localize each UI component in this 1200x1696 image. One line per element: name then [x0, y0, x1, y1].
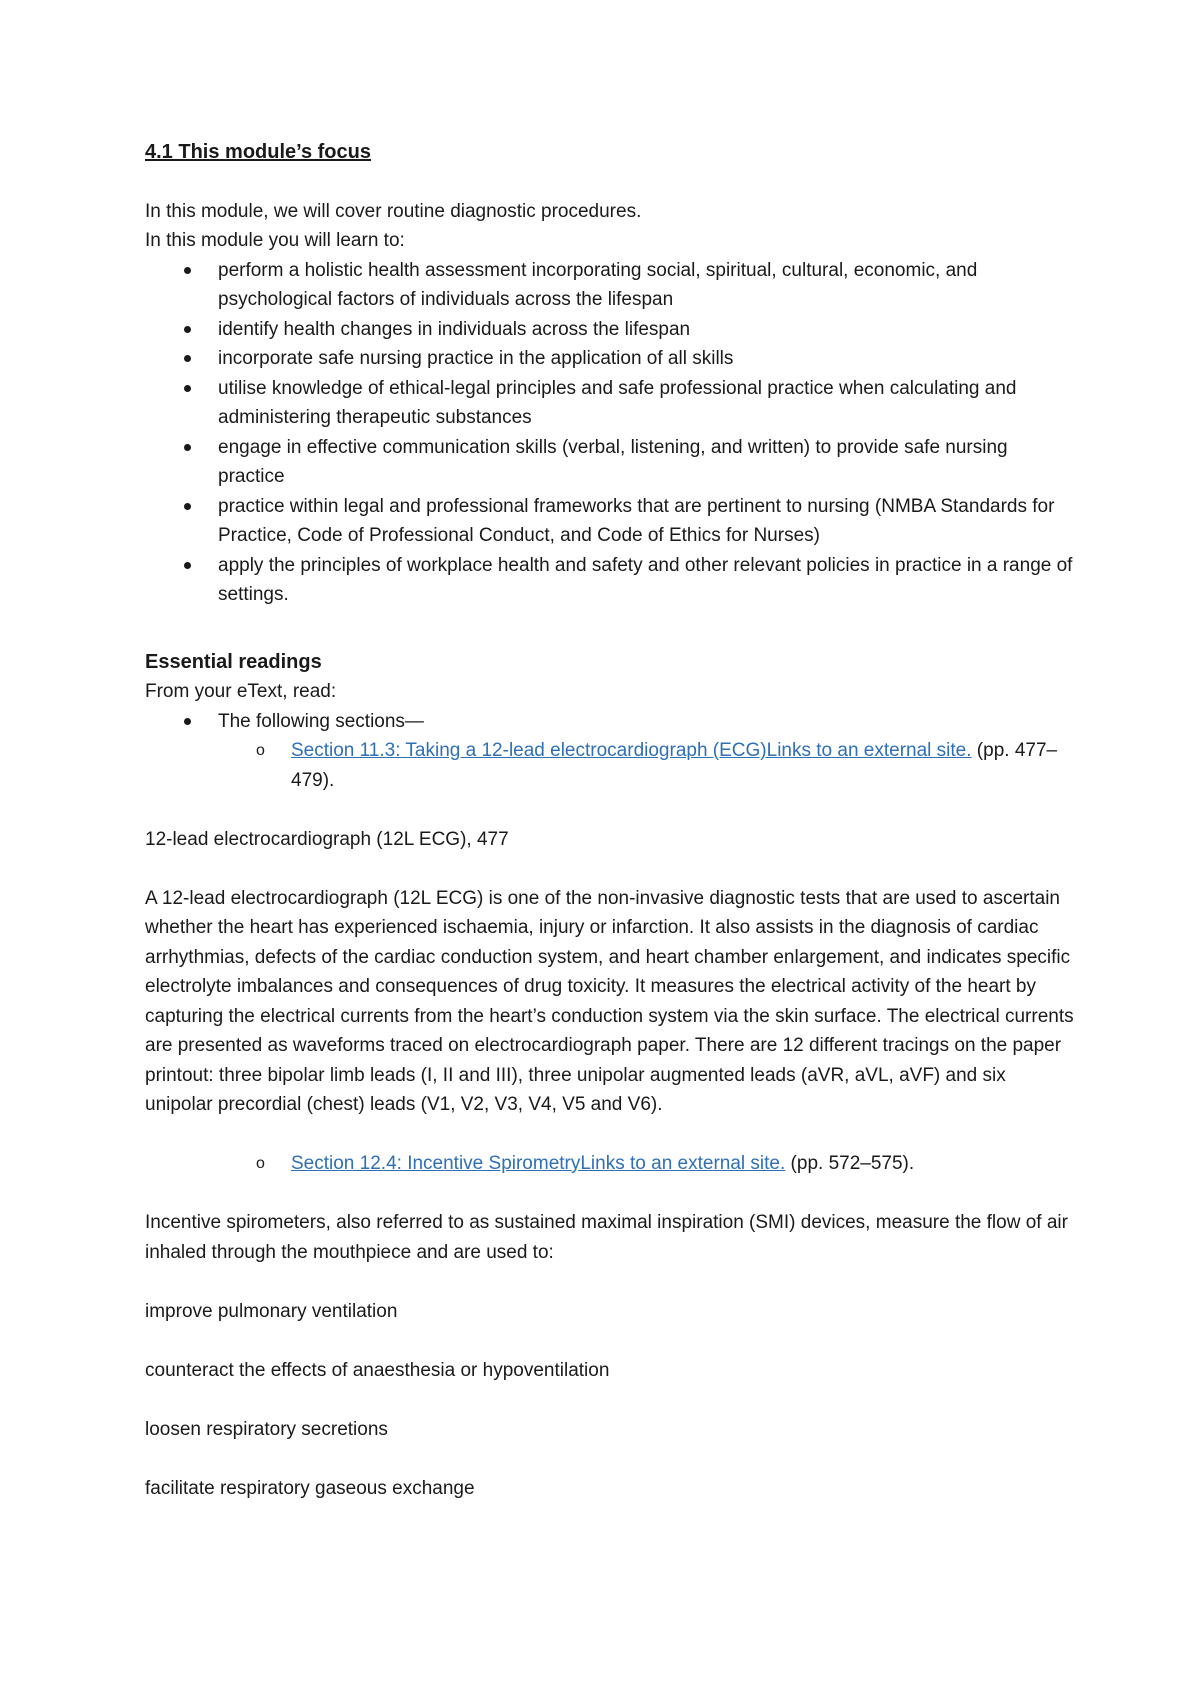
- ecg-title: 12-lead electrocardiograph (12L ECG), 477: [145, 828, 509, 850]
- section-11-3-link[interactable]: Section 11.3: Taking a 12-lead electrocardiograph (ECG)Links to an external site.: [291, 740, 972, 761]
- spirometry-use: improve pulmonary ventilation: [145, 1300, 398, 1322]
- section-12-4-link[interactable]: Section 12.4: Incentive SpirometryLinks to an external site.: [291, 1153, 786, 1174]
- readings-list: [145, 707, 1075, 737]
- readings-sublist: [145, 736, 1075, 795]
- spirometry-use: loosen respiratory secretions: [145, 1418, 388, 1440]
- sub-bullet-marker: o: [256, 1155, 265, 1172]
- readings-sublist-2: [145, 1149, 1075, 1179]
- list-item: incorporate safe nursing practice in the application of all skills: [218, 344, 1075, 374]
- spirometry-use: facilitate respiratory gaseous exchange: [145, 1477, 475, 1499]
- list-item: perform a holistic health assessment incorporating social, spiritual, cultural, economic, and psychological factors of individuals across the lifespan: [218, 256, 1075, 315]
- list-item: engage in effective communication skills (verbal, listening, and written) to provide safe nursing practice: [218, 433, 1075, 492]
- list-item: [256, 1149, 1075, 1179]
- list-item: [256, 736, 1075, 795]
- readings-intro: From your eText, read:: [145, 681, 337, 702]
- module-heading: 4.1 This module’s focus: [145, 141, 371, 163]
- list-item: practice within legal and professional frameworks that are pertinent to nursing (NMBA Standards for Practice, Code of Professional Conduct, and Code of Ethics for Nurses): [218, 492, 1075, 551]
- spirometry-paragraph: Incentive spirometers, also referred to as sustained maximal inspiration (SMI) devices, measure the flow of air inhaled through the mouthpiece and are used to:: [145, 1212, 1068, 1263]
- list-item: The following sections—: [218, 707, 1075, 737]
- spirometry-use: counteract the effects of anaesthesia or hypoventilation: [145, 1359, 610, 1381]
- ecg-paragraph: A 12-lead electrocardiograph (12L ECG) is one of the non-invasive diagnostic tests that are used to ascertain whether the heart has experienced ischaemia, injury or infarction. It also assists in the diagnosis of cardiac arrhythmias, defects of the cardiac conduction system, and heart chamber enlargement, and indicates specific electrolyte imbalances and consequences of drug toxicity. It measures the electrical activity of the heart by capturing the electrical currents from the heart’s conduction system via the skin surface. The electrical currents are presented as waveforms traced on electrocardiograph paper. There are 12 different tracings on the paper printout: three bipolar limb leads (I, II and III), three unipolar augmented leads (aVR, aVL, aVF) and six unipolar precordial (chest) leads (V1, V2, V3, V4, V5 and V6).: [145, 887, 1074, 1115]
- intro-line-1: In this module, we will cover routine diagnostic procedures.: [145, 200, 642, 222]
- intro-line-2: In this module you will learn to:: [145, 230, 405, 251]
- document-page: [145, 138, 1075, 1503]
- list-item: apply the principles of workplace health and safety and other relevant policies in practice in a range of settings.: [218, 551, 1075, 610]
- section-11-3-pages: (pp. 477–479).: [291, 740, 1058, 791]
- sub-bullet-marker: o: [256, 742, 265, 759]
- section-12-4-pages: (pp. 572–575).: [785, 1153, 915, 1174]
- list-item: utilise knowledge of ethical-legal principles and safe professional practice when calculating and administering therapeutic substances: [218, 374, 1075, 433]
- list-item: identify health changes in individuals across the lifespan: [218, 315, 1075, 345]
- objectives-list: [145, 256, 1075, 610]
- readings-heading: Essential readings: [145, 650, 322, 673]
